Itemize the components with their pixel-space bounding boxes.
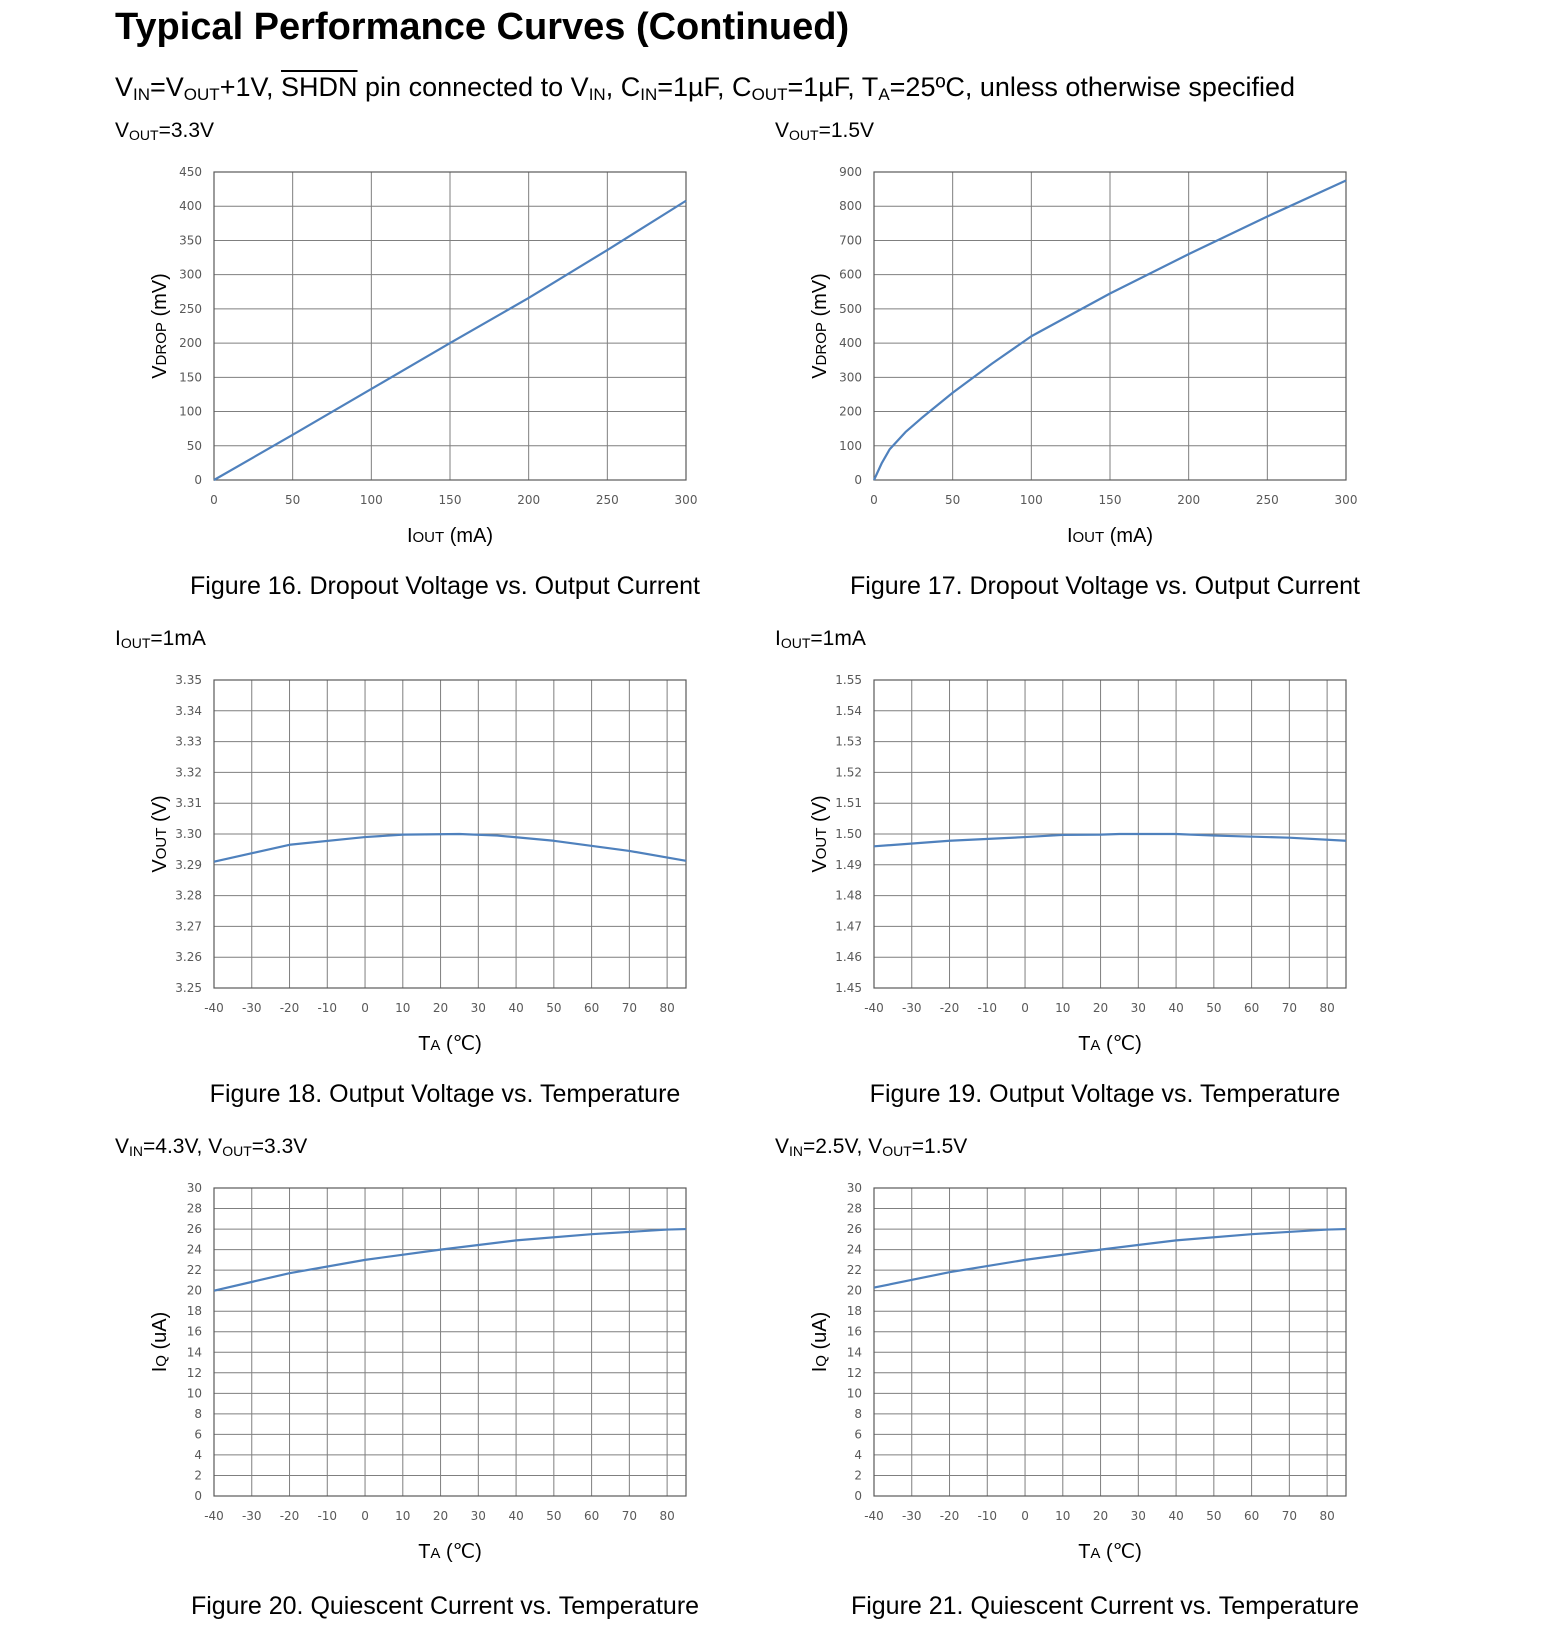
fig19-caption: Figure 19. Output Voltage vs. Temperature [869, 1080, 1341, 1108]
fig20-y-tick-label: 8 [194, 1406, 202, 1421]
fig20-chart [140, 1176, 750, 1576]
fig19-x-axis-label: TA (℃) [1078, 1033, 1142, 1055]
test-conditions: $V_{IN}=V_{OUT}+1V$, SHDN pin connected to $V_{IN}$, $C_{IN}=1\mu F$, $C_{OUT}=1\mu F$, $T_A=25ºC$, unless otherwise specified [115, 72, 1295, 104]
fig16-condition-label: $V_{OUT}=3.3V$ [115, 119, 215, 143]
fig20-y-tick-label: 28 [186, 1201, 202, 1216]
fig19-x-tick-label: 30 [1130, 1001, 1146, 1015]
fig19-y-tick-label: 1.54 [835, 703, 862, 718]
fig21-x-tick-label: 50 [1206, 1509, 1222, 1523]
fig20-x-tick-label: -30 [241, 1509, 262, 1523]
fig21-series-line [874, 1229, 1346, 1288]
fig21-y-axis-label: IQ (uA) [809, 1311, 831, 1373]
fig20-x-tick-label: 50 [546, 1509, 562, 1523]
fig18-x-tick-label: -20 [279, 1001, 300, 1015]
fig17-y-tick-label: 400 [839, 336, 862, 351]
fig20-y-tick-label: 14 [186, 1345, 202, 1360]
fig21-x-tick-label: -30 [901, 1509, 922, 1523]
fig19-x-tick-label: 20 [1092, 1001, 1109, 1015]
fig17-y-tick-label: 100 [839, 438, 862, 453]
fig19-y-tick-label: 1.45 [835, 981, 862, 995]
fig16-y-tick-label: 50 [186, 438, 202, 453]
fig20-x-tick-label: 10 [395, 1509, 411, 1523]
fig21-y-tick-label: 2 [854, 1468, 862, 1483]
fig21-y-tick-label: 28 [846, 1201, 862, 1216]
fig19-condition-label: $I_{OUT}=1mA$ [775, 627, 866, 651]
fig16-y-tick-label: 400 [179, 199, 202, 214]
fig18-y-tick-label: 3.32 [175, 765, 202, 780]
fig18-x-tick-label: -10 [317, 1001, 338, 1015]
fig16-x-tick-label: 300 [674, 493, 698, 507]
fig18-x-tick-label: 20 [432, 1001, 449, 1015]
fig21-y-tick-label: 30 [846, 1181, 862, 1195]
fig18-y-axis-label: VOUT (V) [149, 795, 171, 873]
fig20-x-tick-label: -40 [204, 1509, 224, 1523]
fig20-y-tick-label: 4 [194, 1447, 202, 1462]
fig17-x-tick-label: 200 [1177, 493, 1201, 507]
fig18-x-tick-label: 10 [395, 1001, 411, 1015]
fig18-x-tick-label: 40 [508, 1001, 524, 1015]
fig19-y-tick-label: 1.46 [835, 950, 862, 965]
fig17-x-tick-label: 0 [870, 493, 878, 507]
fig20-x-tick-label: -10 [317, 1509, 338, 1523]
fig16-x-tick-label: 100 [359, 493, 383, 507]
fig17-y-tick-label: 600 [839, 267, 862, 282]
fig16-y-tick-label: 250 [179, 301, 202, 316]
fig16-x-axis-label: IOUT (mA) [406, 525, 494, 547]
fig19-y-axis-label: VOUT (V) [809, 795, 831, 873]
fig16-y-tick-label: 200 [179, 336, 202, 351]
fig21-y-tick-label: 12 [846, 1365, 862, 1380]
fig19-y-tick-label: 1.48 [835, 888, 862, 903]
fig21-y-tick-label: 26 [846, 1222, 862, 1237]
fig18-y-tick-label: 3.31 [175, 796, 202, 811]
fig17-y-tick-label: 700 [839, 233, 862, 248]
fig17-x-tick-label: 300 [1334, 493, 1358, 507]
fig19-x-tick-label: 70 [1281, 1001, 1298, 1015]
fig17-y-tick-label: 800 [839, 199, 862, 214]
fig16-y-axis-label: VDROP (mV) [149, 273, 171, 379]
fig18-x-tick-label: -40 [204, 1001, 224, 1015]
fig19-x-tick-label: -40 [864, 1001, 884, 1015]
fig21-gridlines [874, 1188, 1346, 1496]
fig18-x-tick-label: 80 [659, 1001, 675, 1015]
fig19-y-tick-label: 1.51 [835, 796, 862, 811]
fig21-caption: Figure 21. Quiescent Current vs. Temperature [850, 1592, 1360, 1620]
fig20-gridlines [214, 1188, 686, 1496]
fig17-y-tick-label: 0 [854, 473, 862, 487]
fig16-x-tick-label: 50 [285, 493, 301, 507]
fig20-y-tick-label: 2 [194, 1468, 202, 1483]
fig20-y-tick-label: 10 [186, 1386, 202, 1401]
fig21-x-tick-label: -40 [864, 1509, 884, 1523]
fig16-x-tick-label: 0 [210, 493, 218, 507]
fig21-y-tick-label: 18 [846, 1304, 862, 1319]
fig18-x-tick-label: 60 [583, 1001, 600, 1015]
fig18-x-tick-label: 30 [470, 1001, 486, 1015]
fig21-y-tick-label: 0 [854, 1489, 862, 1503]
fig20-plot-frame [214, 1188, 686, 1496]
fig16-chart [140, 160, 750, 560]
fig20-condition-label: $V_{IN}=4.3V$, $V_{OUT}=3.3V$ [115, 1135, 308, 1159]
fig21-y-tick-label: 10 [846, 1386, 862, 1401]
fig21-x-tick-label: 30 [1130, 1509, 1146, 1523]
fig20-series-line [214, 1229, 686, 1291]
fig19-x-tick-label: 40 [1168, 1001, 1184, 1015]
fig21-x-tick-label: 40 [1168, 1509, 1184, 1523]
fig21-y-tick-label: 6 [854, 1427, 862, 1442]
fig18-x-tick-label: 70 [621, 1001, 638, 1015]
fig20-x-tick-label: 0 [361, 1509, 369, 1523]
fig17-x-axis-label: IOUT (mA) [1066, 525, 1154, 547]
fig19-y-tick-label: 1.49 [835, 857, 862, 872]
fig18-condition-label: $I_{OUT}=1mA$ [115, 627, 206, 651]
fig16-x-tick-label: 150 [438, 493, 462, 507]
fig21-condition-label: $V_{IN}=2.5V$, $V_{OUT}=1.5V$ [775, 1135, 968, 1159]
fig18-chart [140, 668, 750, 1068]
fig20-x-tick-label: 80 [659, 1509, 675, 1523]
fig17-x-tick-label: 150 [1098, 493, 1122, 507]
fig21-y-tick-label: 4 [854, 1447, 862, 1462]
fig16-x-tick-label: 250 [595, 493, 619, 507]
fig19-x-tick-label: 50 [1206, 1001, 1222, 1015]
fig17-x-tick-label: 50 [945, 493, 961, 507]
fig21-x-axis-label: TA (℃) [1078, 1541, 1142, 1563]
fig17-gridlines [874, 172, 1346, 480]
fig21-plot-frame [874, 1188, 1346, 1496]
fig17-y-tick-label: 300 [839, 370, 862, 385]
fig16-gridlines [214, 172, 686, 480]
fig19-x-tick-label: -30 [901, 1001, 922, 1015]
fig19-y-tick-label: 1.47 [835, 919, 862, 934]
fig20-x-tick-label: 20 [432, 1509, 449, 1523]
fig21-x-tick-label: -10 [977, 1509, 998, 1523]
fig20-y-tick-label: 12 [186, 1365, 202, 1380]
fig20-x-axis-label: TA (℃) [418, 1541, 482, 1563]
fig19-x-tick-label: -10 [977, 1001, 998, 1015]
fig17-y-tick-label: 200 [839, 404, 862, 419]
fig17-y-tick-label: 900 [839, 165, 862, 179]
fig17-caption: Figure 17. Dropout Voltage vs. Output Current [850, 572, 1360, 600]
fig20-x-tick-label: 30 [470, 1509, 486, 1523]
fig20-y-tick-label: 22 [186, 1263, 202, 1278]
fig21-y-tick-label: 14 [846, 1345, 862, 1360]
fig16-caption: Figure 16. Dropout Voltage vs. Output Current [190, 572, 700, 600]
fig20-y-tick-label: 0 [194, 1489, 202, 1503]
fig16-x-tick-label: 200 [517, 493, 541, 507]
fig17-y-tick-label: 500 [839, 301, 862, 316]
fig19-series-line [874, 834, 1346, 846]
fig18-series-line [214, 834, 686, 862]
fig21-y-tick-label: 8 [854, 1406, 862, 1421]
fig18-x-axis-label: TA (℃) [418, 1033, 482, 1055]
fig21-x-tick-label: -20 [939, 1509, 960, 1523]
fig21-x-tick-label: 70 [1281, 1509, 1298, 1523]
fig18-y-tick-label: 3.28 [175, 888, 202, 903]
fig21-x-tick-label: 0 [1021, 1509, 1029, 1523]
fig17-y-axis-label: VDROP (mV) [809, 273, 831, 379]
fig20-y-axis-label: IQ (uA) [149, 1311, 171, 1373]
fig19-y-tick-label: 1.50 [835, 827, 862, 841]
fig21-x-tick-label: 60 [1243, 1509, 1260, 1523]
fig19-chart [800, 668, 1410, 1068]
fig18-y-tick-label: 3.25 [175, 981, 202, 995]
fig20-x-tick-label: 60 [583, 1509, 600, 1523]
fig16-y-tick-label: 0 [194, 473, 202, 487]
fig18-x-tick-label: 50 [546, 1001, 562, 1015]
fig16-y-tick-label: 350 [179, 233, 202, 248]
fig21-chart [800, 1176, 1410, 1576]
fig18-x-tick-label: -30 [241, 1001, 262, 1015]
fig19-x-tick-label: 0 [1021, 1001, 1029, 1015]
fig20-y-tick-label: 18 [186, 1304, 202, 1319]
fig19-x-tick-label: 10 [1055, 1001, 1071, 1015]
fig20-caption: Figure 20. Quiescent Current vs. Temperature [190, 1592, 700, 1620]
fig21-x-tick-label: 10 [1055, 1509, 1071, 1523]
fig21-y-tick-label: 20 [846, 1283, 862, 1298]
fig18-caption: Figure 18. Output Voltage vs. Temperature [209, 1080, 681, 1108]
fig19-x-tick-label: 80 [1319, 1001, 1335, 1015]
fig21-y-tick-label: 22 [846, 1263, 862, 1278]
shdn-pin-label: SHDN [281, 72, 358, 102]
fig16-y-tick-label: 300 [179, 267, 202, 282]
fig17-chart [800, 160, 1410, 560]
fig18-y-tick-label: 3.33 [175, 734, 202, 749]
fig18-y-tick-label: 3.26 [175, 950, 202, 965]
fig19-y-tick-label: 1.55 [835, 673, 862, 687]
fig19-y-tick-label: 1.53 [835, 734, 862, 749]
fig20-y-tick-label: 20 [186, 1283, 202, 1298]
fig21-y-tick-label: 24 [846, 1242, 862, 1257]
fig18-y-tick-label: 3.30 [175, 827, 202, 841]
fig18-y-tick-label: 3.29 [175, 857, 202, 872]
fig19-x-tick-label: 60 [1243, 1001, 1260, 1015]
fig20-y-tick-label: 26 [186, 1222, 202, 1237]
fig20-x-tick-label: 40 [508, 1509, 524, 1523]
fig17-x-tick-label: 100 [1019, 493, 1043, 507]
fig19-x-tick-label: -20 [939, 1001, 960, 1015]
fig18-y-tick-label: 3.27 [175, 919, 202, 934]
fig21-x-tick-label: 80 [1319, 1509, 1335, 1523]
fig20-y-tick-label: 6 [194, 1427, 202, 1442]
fig18-y-tick-label: 3.34 [175, 703, 202, 718]
fig20-x-tick-label: 70 [621, 1509, 638, 1523]
fig16-y-tick-label: 150 [179, 370, 202, 385]
fig17-x-tick-label: 250 [1255, 493, 1279, 507]
page-title: Typical Performance Curves (Continued) [115, 6, 850, 48]
fig20-y-tick-label: 16 [186, 1324, 202, 1339]
fig17-condition-label: $V_{OUT}=1.5V$ [775, 119, 875, 143]
fig16-y-tick-label: 450 [179, 165, 202, 179]
fig21-x-tick-label: 20 [1092, 1509, 1109, 1523]
fig20-y-tick-label: 30 [186, 1181, 202, 1195]
fig18-y-tick-label: 3.35 [175, 673, 202, 687]
fig21-y-tick-label: 16 [846, 1324, 862, 1339]
fig16-y-tick-label: 100 [179, 404, 202, 419]
fig20-y-tick-label: 24 [186, 1242, 202, 1257]
fig20-x-tick-label: -20 [279, 1509, 300, 1523]
fig19-y-tick-label: 1.52 [835, 765, 862, 780]
fig18-x-tick-label: 0 [361, 1001, 369, 1015]
